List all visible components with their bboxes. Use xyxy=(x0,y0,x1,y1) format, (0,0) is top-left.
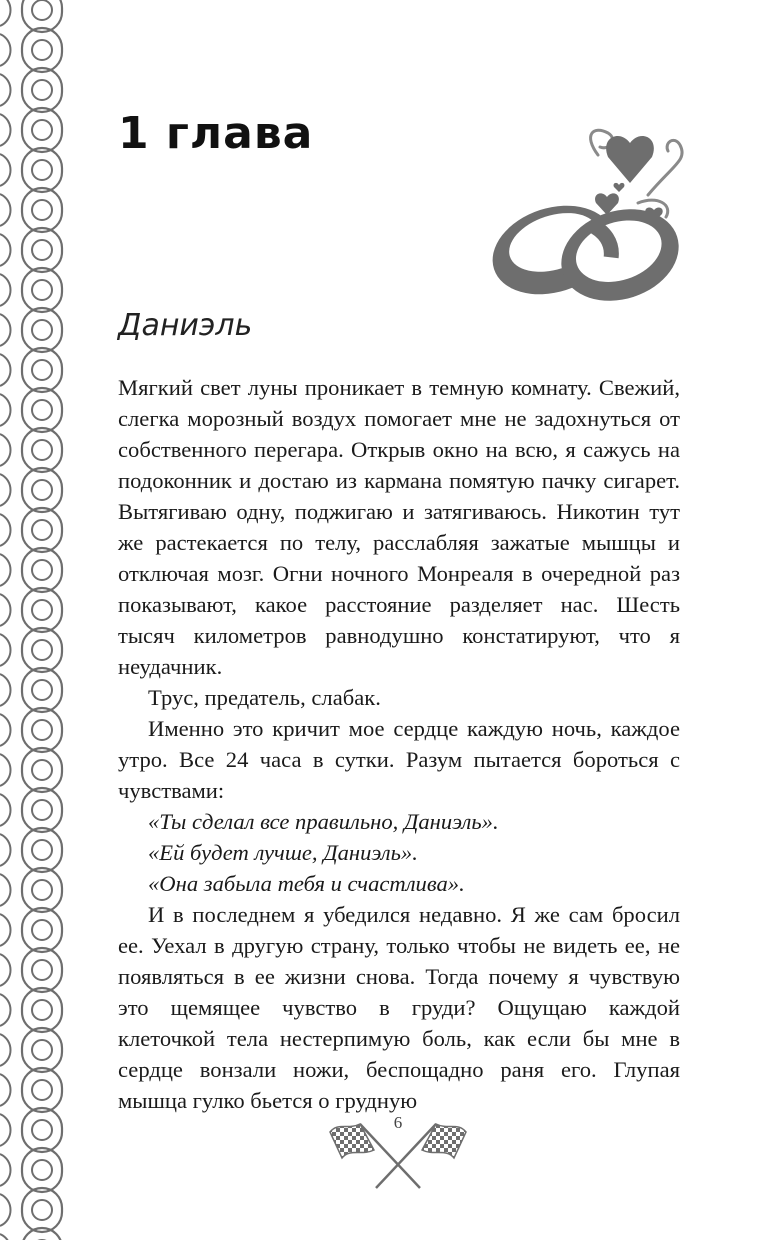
chain-link xyxy=(22,68,62,112)
chain-roller xyxy=(32,480,52,500)
chain-link xyxy=(22,628,62,672)
chain-edge-link xyxy=(0,634,11,666)
chain-roller xyxy=(32,240,52,260)
chain-edge-link xyxy=(0,194,11,226)
chain-roller xyxy=(32,800,52,820)
chain-roller xyxy=(32,0,52,20)
chain-link xyxy=(22,788,62,832)
chain-link xyxy=(22,28,62,72)
chain-roller xyxy=(32,840,52,860)
chain-edge-link xyxy=(0,354,11,386)
chain-roller xyxy=(32,400,52,420)
chain-edge-link xyxy=(0,994,11,1026)
chain-edge-link xyxy=(0,1074,11,1106)
chain-roller xyxy=(32,440,52,460)
chain-edge-link xyxy=(0,1194,11,1226)
chain-link xyxy=(22,1148,62,1192)
chain-roller xyxy=(32,640,52,660)
chain-edge-link xyxy=(0,794,11,826)
chain-link xyxy=(22,148,62,192)
chain-edge-link xyxy=(0,1154,11,1186)
chain-link xyxy=(22,908,62,952)
chain-edge-link xyxy=(0,434,11,466)
chain-edge-link xyxy=(0,714,11,746)
chain-link xyxy=(22,108,62,152)
chain-link xyxy=(22,1028,62,1072)
page-number: 6 xyxy=(393,1113,403,1132)
chain-link xyxy=(22,228,62,272)
chain-edge-link xyxy=(0,474,11,506)
chain-edge-link xyxy=(0,1234,11,1240)
chain-roller xyxy=(32,40,52,60)
chain-roller xyxy=(32,960,52,980)
chain-link xyxy=(22,868,62,912)
chain-roller xyxy=(32,360,52,380)
chain-roller xyxy=(32,720,52,740)
chain-roller xyxy=(32,680,52,700)
chain-edge-link xyxy=(0,74,11,106)
chain-edge-link xyxy=(0,1034,11,1066)
italic-quote: «Ей будет лучше, Даниэль». xyxy=(148,840,418,865)
chain-link xyxy=(22,188,62,232)
chain-link xyxy=(22,508,62,552)
chain-link xyxy=(22,1228,62,1240)
chain-edge-link xyxy=(0,114,11,146)
chain-roller xyxy=(32,760,52,780)
chapter-body xyxy=(118,372,680,1116)
chain-link xyxy=(22,348,62,392)
paragraph: Именно это кричит мое сердце каждую ночь, каждое утро. Все 24 часа в сутки. Разум пытается бороться с чувствами: xyxy=(118,716,680,803)
chain-roller xyxy=(32,1040,52,1060)
chain-link xyxy=(22,548,62,592)
paragraph: Мягкий свет луны проникает в темную комнату. Свежий, слегка морозный воздух помогает мне не задохнуться от собственного перегара. Открыв окно на всю, я сажусь на подоконник и достаю из кармана помятую пачку сигарет. Вытягиваю одну, поджигаю и затягиваюсь. Никотин тут же растекается по телу, расслабляя зажатые мышцы и отключая мозг. Огни ночного Монреаля в очередной раз показывают, какое расстояние разделяет нас. Шесть тысяч километров равнодушно констатируют, что я неудачник. xyxy=(118,375,680,679)
chain-roller xyxy=(32,1200,52,1220)
chain-roller xyxy=(32,1120,52,1140)
chain-edge-link xyxy=(0,594,11,626)
chain-edge-link xyxy=(0,914,11,946)
chain-link xyxy=(22,1188,62,1232)
chain-roller xyxy=(32,280,52,300)
paragraph: И в последнем я убедился недавно. Я же сам бросил ее. Уехал в другую страну, только чтобы не видеть ее, не появляться в ее жизни снова. Тогда почему я чувствую это щемящее чувство в груди? Ощущаю каждой клеточкой тела нестерпимую боль, как если бы мне в сердце вонзали ножи, беспощадно раня его. Глупая мышца гулко бьется о грудную xyxy=(118,902,680,1113)
chain-link xyxy=(22,268,62,312)
chain-link xyxy=(22,668,62,712)
italic-quote: «Ты сделал все правильно, Даниэль». xyxy=(148,809,499,834)
chain-roller xyxy=(32,1160,52,1180)
chain-edge-link xyxy=(0,234,11,266)
chain-link xyxy=(22,468,62,512)
paragraph: Трус, предатель, слабак. xyxy=(148,685,381,710)
chain-link xyxy=(22,1068,62,1112)
chain-roller xyxy=(32,320,52,340)
chain-edge-link xyxy=(0,674,11,706)
chain-link xyxy=(22,948,62,992)
chain-roller xyxy=(32,880,52,900)
chain-link xyxy=(22,388,62,432)
chain-link xyxy=(22,588,62,632)
chain-link xyxy=(22,1108,62,1152)
chain-border xyxy=(0,0,72,1240)
chain-edge-link xyxy=(0,1114,11,1146)
chain-roller xyxy=(32,160,52,180)
chain-edge-link xyxy=(0,834,11,866)
chain-edge-link xyxy=(0,0,11,26)
chain-roller xyxy=(32,120,52,140)
chain-edge-link xyxy=(0,754,11,786)
chain-roller xyxy=(32,600,52,620)
chain-link xyxy=(22,748,62,792)
chain-roller xyxy=(32,560,52,580)
chain-edge-link xyxy=(0,394,11,426)
chain-edge-link xyxy=(0,874,11,906)
pov-character-name: Даниэль xyxy=(118,308,253,343)
chain-edge-link xyxy=(0,34,11,66)
chain-edge-link xyxy=(0,954,11,986)
chain-link xyxy=(22,988,62,1032)
chain-edge-link xyxy=(0,554,11,586)
chain-link xyxy=(22,308,62,352)
chain-link xyxy=(22,428,62,472)
chain-edge-link xyxy=(0,514,11,546)
wedding-rings-icon xyxy=(488,125,688,310)
chain-roller xyxy=(32,80,52,100)
chain-edge-link xyxy=(0,314,11,346)
chain-roller xyxy=(32,200,52,220)
chain-roller xyxy=(32,520,52,540)
chain-link xyxy=(22,708,62,752)
chain-roller xyxy=(32,1000,52,1020)
chain-edge-link xyxy=(0,274,11,306)
italic-quote: «Она забыла тебя и счастлива». xyxy=(148,871,465,896)
chain-roller xyxy=(32,920,52,940)
chapter-title: 1 глава xyxy=(118,108,314,159)
chain-roller xyxy=(32,1080,52,1100)
chain-link xyxy=(22,828,62,872)
chain-edge-link xyxy=(0,154,11,186)
